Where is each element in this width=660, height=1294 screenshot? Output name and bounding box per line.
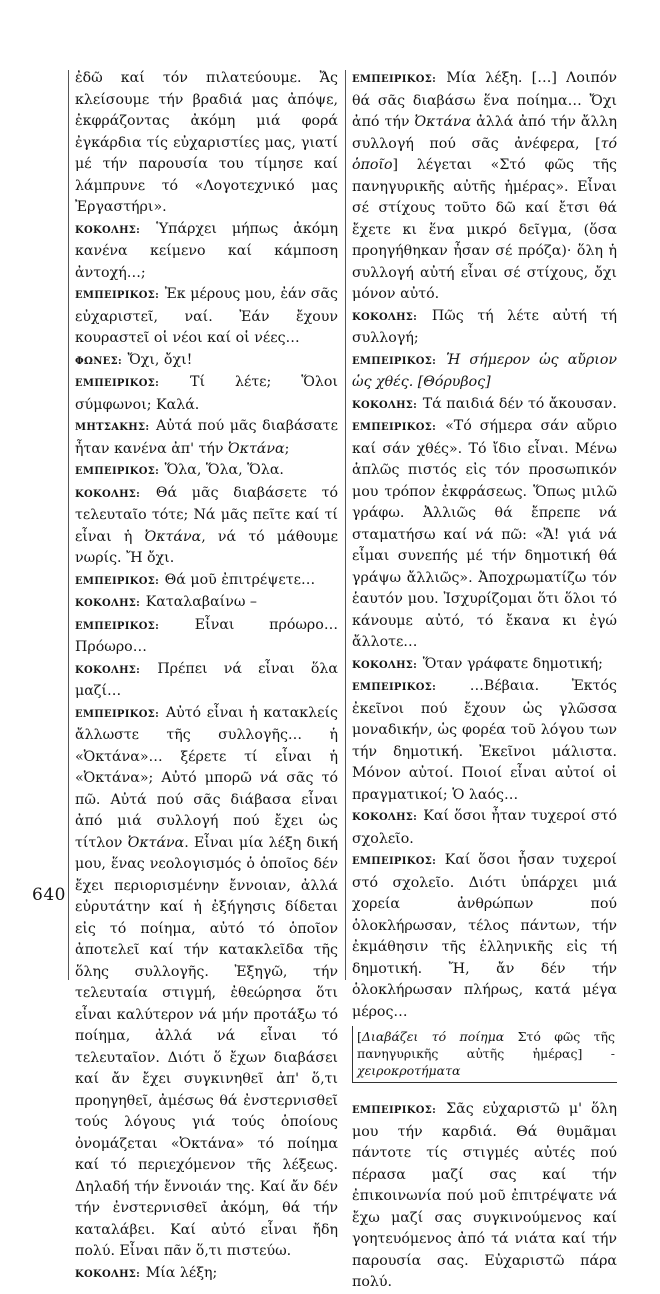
speaker-label: ΕΜΠΕΙΡΙΚΟΣ: xyxy=(352,74,437,85)
dialogue-paragraph: ΚΟΚΟΛΗΣ: Μία λέξη; xyxy=(75,1264,218,1281)
speaker-label: ΚΟΚΟΛΗΣ: xyxy=(352,812,418,823)
dialogue-paragraph: ΚΟΚΟΛΗΣ: Ὅταν γράφατε δημοτική; xyxy=(352,655,603,672)
dialogue-paragraph: ΕΜΠΕΙΡΙΚΟΣ: «Τό σήμερα σάν αὔριο καί σάν χθές». Τό ἴδιο εἶναι. Μένω ἁπλῶς πιστός εἰς τόν προσωπικόν μου τρόπον ἐκφράσεως. Ὅπως μιλῶ γράφω. Ἀλλιῶς θά ἔπρεπε νά σταματήσω καί νά πῶ: «Ἄ! γιά νά εἶμαι συνεπής μέ τήν δημοτική θά γράψω ἄλλιῶς». Ἀποχρωματίζω τόν ἑαυτόν μου. Ἰσχυρίζομαι ὅτι ὅλοι τό κάνουμε αὐτό, τό ἔκανα κι ἐγώ ἄλλοτε… xyxy=(352,418,617,650)
dialogue-paragraph: ΚΟΚΟΛΗΣ: Πρέπει νά εἶναι ὅλα μαζί… xyxy=(75,660,338,699)
speaker-label: ΚΟΚΟΛΗΣ: xyxy=(75,488,141,500)
page-number: 640 xyxy=(32,885,66,905)
speaker-label: ΚΟΚΟΛΗΣ: xyxy=(75,664,141,676)
dialogue-paragraph: ἐδῶ καί τόν πιλατεύουμε. Ἄς κλείσουμε τήν βραδιά μας ἀπόψε, ἐκφράζοντας ἀκόμη μιά φορά ἐγκάρδια τίς εὐχαριστίες μας, γιατί μέ τήν παρουσία του τίμησε καί λάμπρυνε τό «Λογοτεχνικό μας Ἐργαστήρι». xyxy=(75,70,338,215)
dialogue-paragraph: ΕΜΠΕΙΡΙΚΟΣ: Μία λέξη. […] Λοιπόν θά σᾶς διαβάσω ἕνα ποίημα… Ὄχι ἀπό τήν Ὀκτάνα ἀλλά ἀπό τήν ἄλλη συλλογή πού σᾶς ἀνέφερα, [τό ὁποῖο] λέγεται «Στό φῶς τῆς πανηγυρικῆς αὐτῆς ἡμέρας». Εἶναι σέ στίχους τοῦτο δῶ καί ἔτσι θά ἔχετε κι ἕνα μικρό δεῖγμα, (ὅσα προηγήθηκαν ἦσαν σέ πρόζα)· ὅλη ἡ συλλογή αὐτή εἶναι σέ στίχους, ὄχι μόνον αὐτό. xyxy=(352,70,618,302)
dialogue-paragraph: ΕΜΠΕΙΡΙΚΟΣ: Καί ὅσοι ἦσαν τυχεροί στό σχολεῖο. Διότι ὑπάρχει μιά χορεία ἀνθρώπων πού ὁλοκλήρωσαν, τέλος πάντων, τήν ἐκμάθησιν τῆς ἑλληνικῆς εἰς τή δημοτική. Ἤ, ἄν δέν τήν ὁλοκλήρωσαν πλήρως, κατά μέγα μέρος… xyxy=(352,852,617,1020)
speaker-label: ΕΜΠΕΙΡΙΚΟΣ: xyxy=(75,708,160,720)
speaker-label: ΚΟΚΟΛΗΣ: xyxy=(75,1268,141,1280)
speaker-label: ΚΟΚΟΛΗΣ: xyxy=(352,311,418,323)
dialogue-paragraph: ΕΜΠΕΙΡΙΚΟΣ: Ἐκ μέρους μου, ἐάν σᾶς εὐχαριστεῖ, ναί. Ἐάν ἔχουν κουραστεῖ οἱ νέοι καί οἱ νέες… xyxy=(75,286,338,346)
dialogue-paragraph: ΚΟΚΟΛΗΣ: Τά παιδιά δέν τό ἄκουσαν. xyxy=(352,395,617,412)
dialogue-paragraph: ΕΜΠΕΙΡΙΚΟΣ: Θά μοῦ ἐπιτρέψετε… xyxy=(75,571,316,588)
speaker-label: ΕΜΠΕΙΡΙΚΟΣ: xyxy=(75,620,160,632)
speaker-label: ΦΩΝΕΣ: xyxy=(75,355,122,367)
dialogue-paragraph: ΚΟΚΟΛΗΣ: Πῶς τή λέτε αὐτή τή συλλογή; xyxy=(352,307,617,346)
speaker-label: ΕΜΠΕΙΡΙΚΟΣ: xyxy=(352,422,437,433)
dialogue-paragraph: ΕΜΠΕΙΡΙΚΟΣ: …Βέβαια. Ἐκτός ἐκεῖνοι πού ἔχουν ὡς γλῶσσα μοναδικήν, ὡς φορέα τοῦ λόγου των τήν δημοτική. Ἐκεῖνοι μάλιστα. Μόνον αὐτοί. Ποιοί εἶναι αὐτοί οἱ πραγματικοί; Ὁ λαός… xyxy=(352,678,617,803)
speaker-label: ΕΜΠΕΙΡΙΚΟΣ: xyxy=(352,856,437,867)
speaker-label: ΕΜΠΕΙΡΙΚΟΣ: xyxy=(75,575,160,587)
stage-direction-note: [Διαβάζει τό ποίημα Στό φῶς τῆς πανηγυρικῆς αὐτῆς ἡμέρας] - χειροκροτήματα xyxy=(352,1026,617,1083)
speaker-label: ΚΟΚΟΛΗΣ: xyxy=(352,399,418,411)
speaker-label: ΕΜΠΕΙΡΙΚΟΣ: xyxy=(75,466,160,477)
dialogue-paragraph: ΕΜΠΕΙΡΙΚΟΣ: Ὅλα, Ὅλα, Ὅλα. xyxy=(75,462,284,478)
speaker-label: ΕΜΠΕΙΡΙΚΟΣ: xyxy=(352,355,437,367)
speaker-label: ΕΜΠΕΙΡΙΚΟΣ: xyxy=(352,1105,437,1116)
dialogue-paragraph: ΚΟΚΟΛΗΣ: Θά μᾶς διαβάσετε τό τελευταῖο τότε; Νά μᾶς πεῖτε καί τί εἶναι ἡ Ὀκτάνα, νά τό μάθουμε νωρίς. Ἤ ὄχι. xyxy=(75,484,339,566)
closing-paragraph: ΕΜΠΕΙΡΙΚΟΣ: Σᾶς εὐχαριστῶ μ' ὅλη μου τήν καρδιά. Θά θυμᾶμαι πάντοτε τίς στιγμές αὐτές πού πέρασα μαζί σας καί τήν ἐπικοινωνία πού μοῦ ἐπιτρέψατε νά ἔχω μαζί σας συγκινούμενος καί γοητευόμενος ἀπό τά νιάτα καί τήν παρουσία σας. Εὐχαριστῶ πάρα πολύ. xyxy=(352,1101,618,1290)
speaker-label: ΕΜΠΕΙΡΙΚΟΣ: xyxy=(75,290,160,301)
speaker-label: ΜΗΤΣΑΚΗΣ: xyxy=(75,422,150,433)
dialogue-paragraph: ΕΜΠΕΙΡΙΚΟΣ: Αὐτό εἶναι ἡ κατακλείς ἄλλωστε τῆς συλλογῆς… ἡ «Ὀκτάνα»… ξέρετε τί εἶναι ἡ «Ὀκτάνα»; Αὐτό μπορῶ νά σᾶς τό πῶ. Αὐτά πού σᾶς διάβασα εἶναι ἀπό μιά συλλογή πού ἔχει ὡς τίτλον Ὀκτάνα. Εἶναι μία λέξη δική μου, ἕνας νεολογισμός ὁ ὁποῖος δέν ἔχει περιορισμένην ἔννοιαν, ἀλλά εὐρυτάτην καί ἡ ἐξήγησις δίδεται εἰς τό ποίημα, αὐτό τό ὁποῖον ἀποτελεῖ καί τήν κατακλεῖδα τῆς ὅλης συλλογῆς. Ἐξηγῶ, τήν τελευταία στιγμή, ἐθεώρησα ὅτι εἶναι καλύτερον νά μήν προτάξω τό ποίημα, ἀλλά νά εἶναι τό τελευταῖον. Διότι ὅ ἔχων διαβάσει καί ἄν ἔχει συγκινηθεῖ ἀπ' ὅ,τι προηγηθεῖ, ἀμέσως θά ἐνστερνισθεῖ τούς λόγους γιά τούς ὁποίους ὀνομάζεται «Ὀκτάνα» τό ποίημα καί τό περιεχόμενον τῆς λέξεως. Δηλαδή τήν ἔννοιάν της. Καί ἄν δέν τήν ἐνστερνισθεῖ ἀκόμη, θά τήν καταλάβει. Καί αὐτό εἶναι ἤδη πολύ. Εἶναι πᾶν ὅ,τι πιστεύω. xyxy=(75,704,338,1259)
dialogue-paragraph: ΚΟΚΟΛΗΣ: Καί ὅσοι ἦταν τυχεροί στό σχολεῖο. xyxy=(352,808,618,847)
speaker-label: ΚΟΚΟΛΗΣ: xyxy=(75,224,141,236)
right-column xyxy=(352,68,617,1294)
left-margin-rule xyxy=(68,70,69,980)
column-divider xyxy=(345,70,346,980)
dialogue-paragraph: ΕΜΠΕΙΡΙΚΟΣ: Εἶναι πρόωρο… Πρόωρο… xyxy=(75,616,339,655)
dialogue-paragraph: ΕΜΠΕΙΡΙΚΟΣ: Τί λέτε; Ὅλοι σύμφωνοι; Καλά. xyxy=(75,374,338,413)
dialogue-paragraph: ΚΟΚΟΛΗΣ: Ὑπάρχει μήπως ἀκόμη κανένα κείμενο καί κάμποση ἀντοχή…; xyxy=(75,220,338,281)
dialogue-paragraph: ΚΟΚΟΛΗΣ: Καταλαβαίνω – xyxy=(75,594,258,610)
dialogue-paragraph: ΜΗΤΣΑΚΗΣ: Αὐτά πού μᾶς διαβάσατε ἦταν κανένα ἀπ' τήν Ὀκτάνα; xyxy=(75,418,339,457)
speaker-label: ΕΜΠΕΙΡΙΚΟΣ: xyxy=(75,378,160,389)
dialogue-paragraph: ΦΩΝΕΣ: Ὄχι, ὄχι! xyxy=(75,351,193,368)
left-column xyxy=(75,68,338,1285)
dialogue-paragraph: ΕΜΠΕΙΡΙΚΟΣ: Ἡ σήμερον ὡς αὔριον ὡς χθές. [Θόρυβος] xyxy=(352,351,617,390)
speaker-label: ΚΟΚΟΛΗΣ: xyxy=(75,598,141,609)
speaker-label: ΕΜΠΕΙΡΙΚΟΣ: xyxy=(352,682,437,693)
speaker-label: ΚΟΚΟΛΗΣ: xyxy=(352,659,418,671)
